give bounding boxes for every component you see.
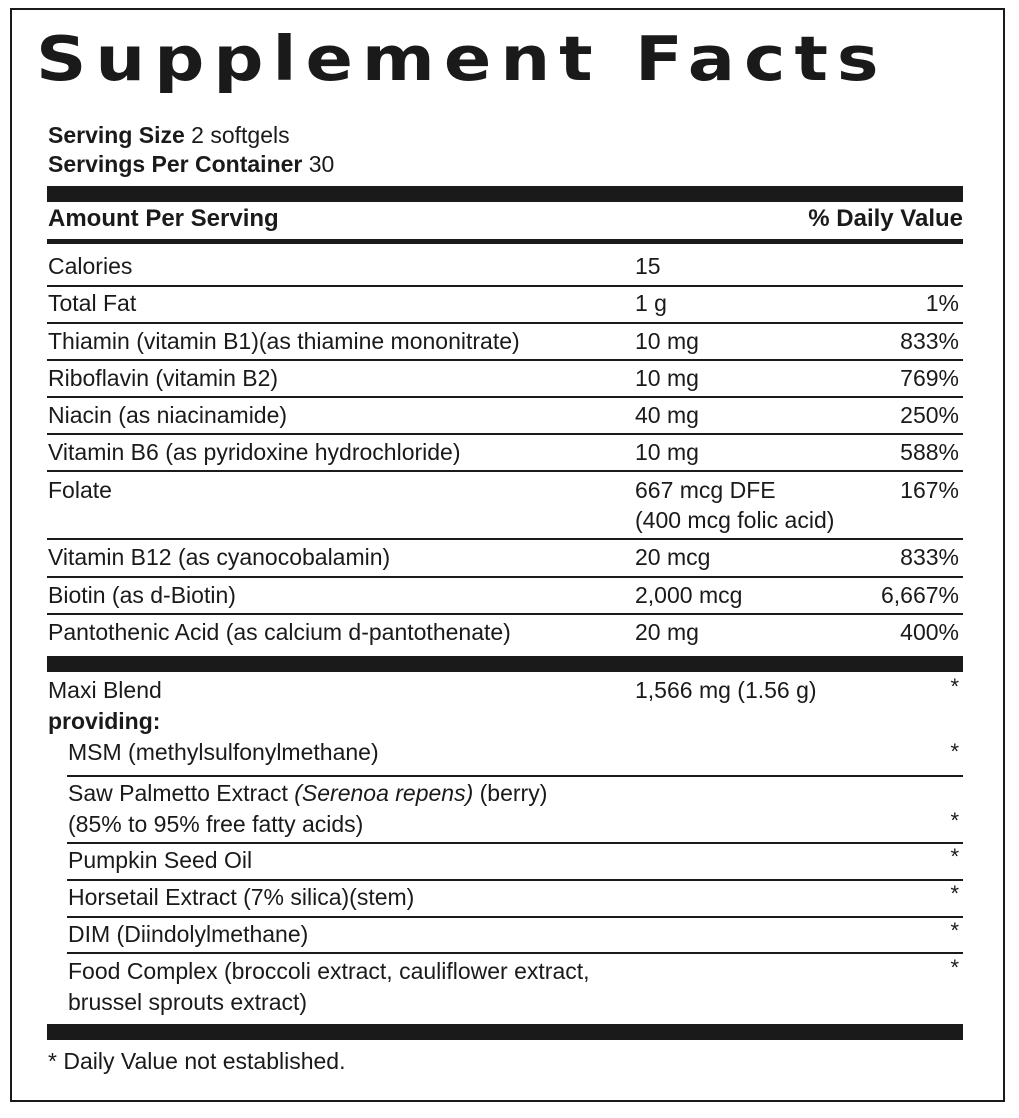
nutrient-dv: 250% [900,402,959,428]
thick-divider [47,186,963,202]
nutrient-dv: 400% [900,619,959,645]
serving-size [48,121,290,149]
blend-item-botanical-name: (Serenoa repens) [294,780,474,806]
nutrient-amount: 40 mg [635,402,699,428]
serving-size-label: Serving Size [48,122,185,148]
nutrient-name: Riboflavin (vitamin B2) [48,365,279,391]
nutrient-amount: 15 [635,253,661,279]
blend-item-text: (berry) [473,780,548,806]
nutrient-name: Thiamin (vitamin B1)(as thiamine mononitrate) [48,328,520,354]
nutrient-dv: 167% [900,477,959,503]
nutrient-amount-detail: (400 mcg folic acid) [635,507,835,533]
nutrient-amount: 20 mg [635,619,699,645]
nutrient-name: Biotin (as d-Biotin) [48,582,236,608]
daily-value-header: % Daily Value [808,205,963,232]
row-divider [47,322,963,324]
nutrient-amount: 10 mg [635,439,699,465]
nutrient-name: Folate [48,477,112,503]
blend-item-text: Saw Palmetto Extract [68,780,295,806]
nutrient-dv: 588% [900,439,959,465]
servings-per-container-label: Servings Per Container [48,151,303,177]
blend-item: DIM (Diindolylmethane) [68,921,309,947]
blend-item-dv: * [950,881,959,906]
row-divider [47,613,963,615]
blend-item: Pumpkin Seed Oil [68,847,253,873]
blend-item: MSM (methylsulfonylmethane) [68,739,379,765]
blend-item-detail: (85% to 95% free fatty acids) [68,811,364,837]
blend-amount: 1,566 mg (1.56 g) [635,677,817,703]
blend-item: Horsetail Extract (7% silica)(stem) [68,884,415,910]
row-divider [47,576,963,578]
blend-item-dv: * [950,955,959,980]
row-divider [67,775,963,777]
blend-item-detail: brussel sprouts extract) [68,989,308,1015]
nutrient-name: Niacin (as niacinamide) [48,402,288,428]
nutrient-amount: 10 mg [635,328,699,354]
nutrient-dv: 833% [900,544,959,570]
nutrient-dv: 1% [925,290,959,316]
blend-item-dv: * [950,918,959,943]
servings-per-container [48,150,334,178]
nutrient-amount: 1 g [635,290,667,316]
row-divider [67,952,963,954]
nutrient-name: Calories [48,253,133,279]
providing-label: providing: [48,708,161,734]
row-divider [47,470,963,472]
nutrient-name: Total Fat [48,290,137,316]
footnote: * Daily Value not established. [48,1048,346,1074]
nutrient-name: Pantothenic Acid (as calcium d-pantothenate) [48,619,511,645]
thick-divider [47,656,963,672]
amount-per-serving-header: Amount Per Serving [48,205,279,232]
servings-per-container-value: 30 [308,151,335,177]
blend-item-dv: * [950,808,959,833]
row-divider [67,879,963,881]
blend-name: Maxi Blend [48,677,162,703]
thick-divider [47,1024,963,1040]
nutrient-amount: 2,000 mcg [635,582,743,608]
row-divider [67,842,963,844]
blend-item [68,778,547,808]
nutrient-amount: 20 mcg [635,544,711,570]
panel-title: Supplement Facts [36,22,888,95]
row-divider [47,433,963,435]
row-divider [47,538,963,540]
row-divider [47,396,963,398]
nutrient-amount: 667 mcg DFE [635,477,776,503]
blend-item: Food Complex (broccoli extract, cauliflower extract, [68,958,590,984]
medium-divider [47,239,963,244]
nutrient-dv: 769% [900,365,959,391]
nutrient-dv: 833% [900,328,959,354]
row-divider [67,916,963,918]
blend-item-dv: * [950,844,959,869]
serving-size-value: 2 softgels [191,122,290,148]
nutrient-name: Vitamin B6 (as pyridoxine hydrochloride) [48,439,461,465]
blend-item-dv: * [950,739,959,764]
row-divider [47,285,963,287]
row-divider [47,359,963,361]
nutrient-amount: 10 mg [635,365,699,391]
nutrient-dv: 6,667% [880,582,959,608]
blend-dv: * [950,674,959,699]
nutrient-name: Vitamin B12 (as cyanocobalamin) [48,544,391,570]
